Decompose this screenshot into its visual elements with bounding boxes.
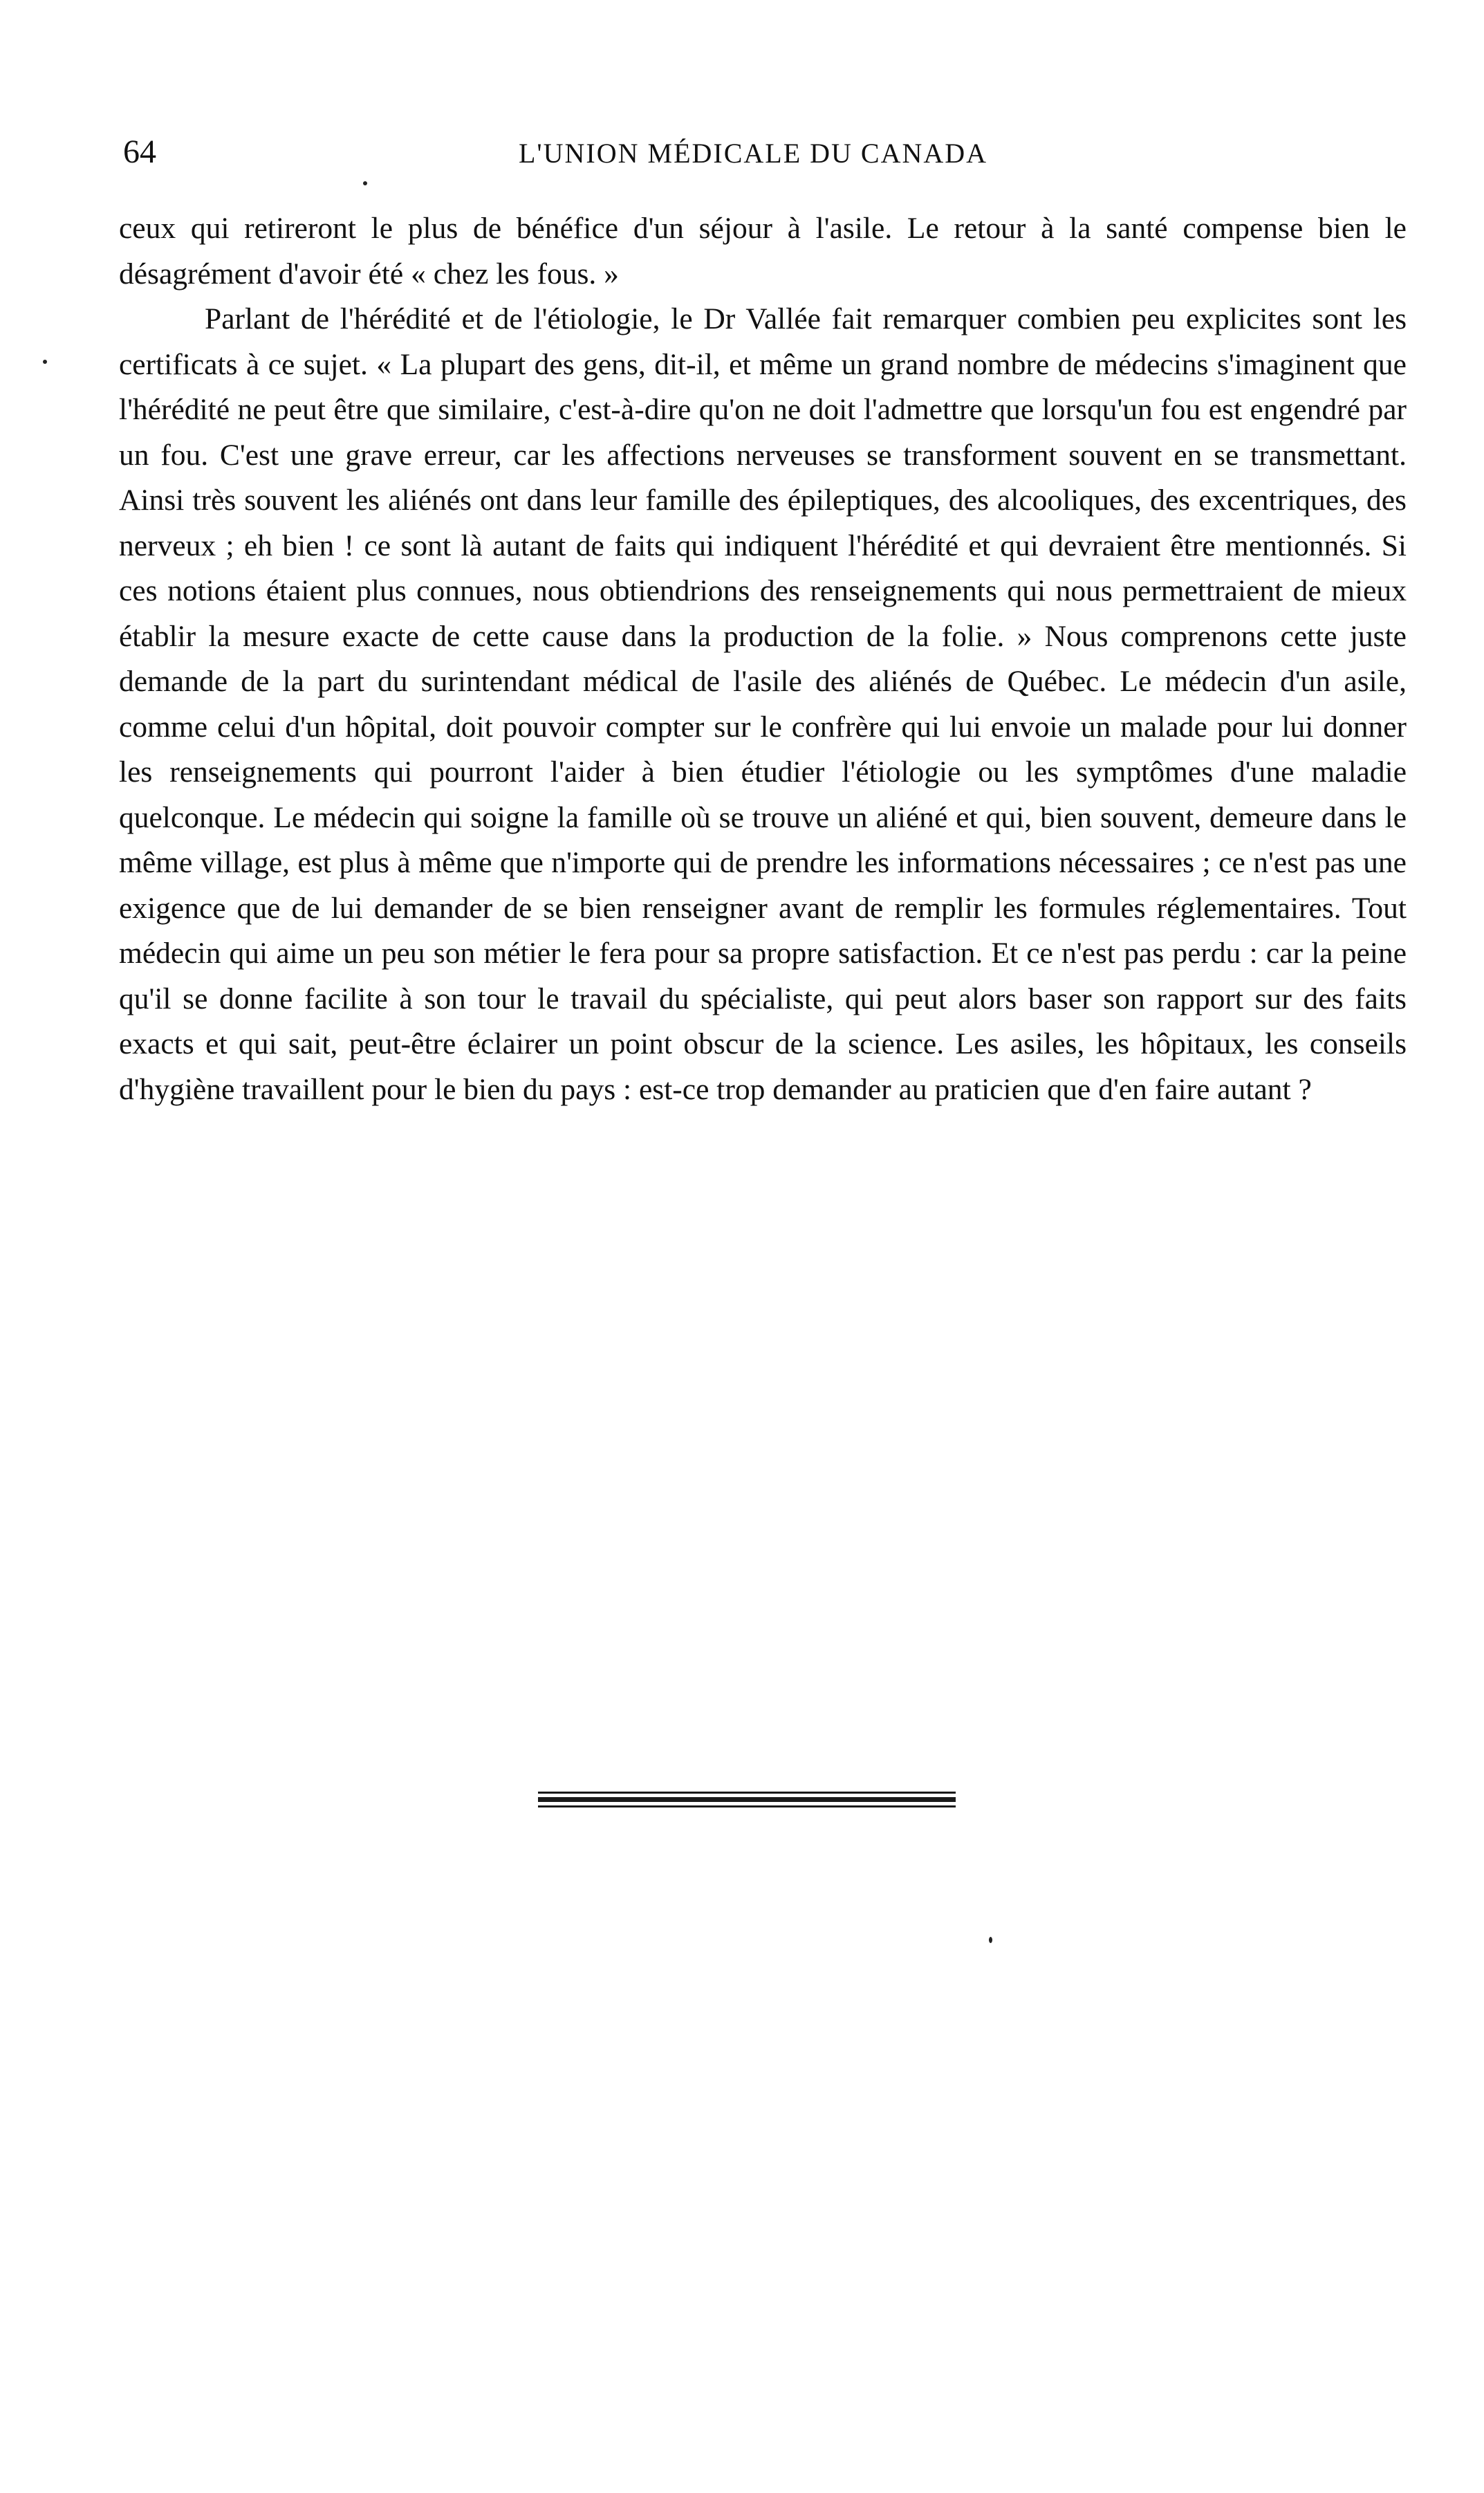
section-separator-rule (538, 1792, 956, 1811)
print-speck (989, 1937, 992, 1943)
separator-line-top (538, 1792, 956, 1794)
print-speck (43, 360, 47, 364)
page-number: 64 (123, 134, 156, 170)
article-body (119, 206, 1407, 1112)
paragraph-continuation: ceux qui retireront le plus de bénéfice d'un séjour à l'asile. Le retour à la santé compense bien le désagrément d'avoir été « chez les fous. » (119, 212, 1407, 291)
separator-line-middle (538, 1797, 956, 1802)
journal-title: L'UNION MÉDICALE DU CANADA (519, 138, 988, 169)
print-speck (363, 181, 367, 185)
running-header (0, 131, 1484, 173)
separator-line-bottom (538, 1805, 956, 1807)
paragraph-heredity: Parlant de l'hérédité et de l'étiologie, le Dr Vallée fait remarquer combien peu explicites sont les certificats à ce sujet. « La plupart des gens, dit-il, et même un grand nombre de médecins s'imaginent que l'hérédité ne peut être que similaire, c'est-à-dire qu'on ne doit l'admettre que lorsqu'un fou est engendré par un fou. C'est une grave erreur, car les affections nerveuses se transforment souvent en se transmettant. Ainsi très souvent les aliénés ont dans leur famille des épileptiques, des alcooliques, des excentriques, des nerveux ; eh bien ! ce sont là autant de faits qui indiquent l'hérédité et qui devraient être mentionnés. Si ces notions étaient plus connues, nous obtiendrions des renseignements qui nous permettraient de mieux établir la mesure exacte de cette cause dans la production de la folie. » Nous comprenons cette juste demande de la part du surintendant médical de l'asile des aliénés de Québec. Le médecin d'un asile, comme celui d'un hôpital, doit pouvoir compter sur le confrère qui lui envoie un malade pour lui donner les renseignements qui pourront l'aider à bien étudier l'étiologie ou les symptômes d'une maladie quelconque. Le médecin qui soigne la famille où se trouve un aliéné et qui, bien souvent, demeure dans le même village, est plus à même que n'importe qui de prendre les informations nécessaires ; ce n'est pas une exigence que de lui demander de se bien renseigner avant de remplir les formules réglementaires. Tout médecin qui aime un peu son métier le fera pour sa propre satisfaction. Et ce n'est pas perdu : car la peine qu'il se donne facilite à son tour le travail du spécialiste, qui peut alors baser son rapport sur des faits exacts et qui sait, peut-être éclairer un point obscur de la science. Les asiles, les hôpitaux, les conseils d'hygiène travaillent pour le bien du pays : est-ce trop demander au praticien que d'en faire autant ? (119, 302, 1407, 1106)
